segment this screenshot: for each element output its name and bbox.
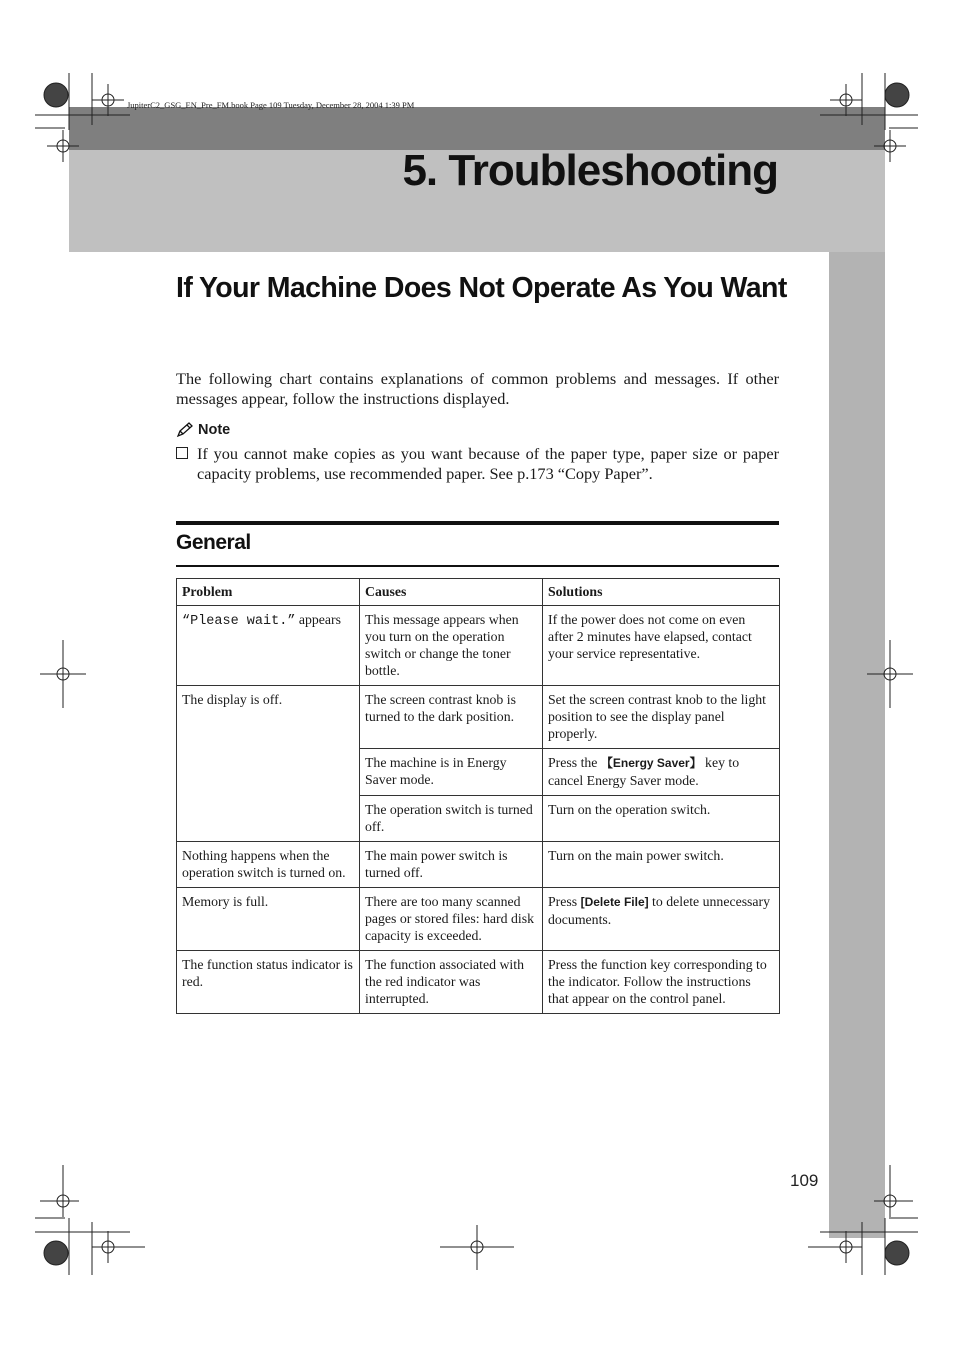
cause-cell: This message appears when you turn on the operation switch or change the toner bottle. [360, 606, 543, 686]
header-solutions: Solutions [543, 579, 780, 606]
cause-cell: There are too many scanned pages or stored files: hard disk capacity is exceeded. [360, 888, 543, 951]
solution-cell: If the power does not come on even after 2 minutes have elapsed, contact your service representative. [543, 606, 780, 686]
table-row [177, 842, 780, 888]
solution-cell: Turn on the operation switch. [543, 796, 780, 842]
subsection-rule-top [176, 521, 779, 525]
message-text: “Please wait.” [182, 614, 296, 629]
table-row [177, 951, 780, 1014]
print-header-line: JupiterC2_GSG_EN_Pre_FM.book Page 109 Tuesday, December 28, 2004 1:39 PM [127, 100, 415, 110]
solution-cell: Turn on the main power switch. [543, 842, 780, 888]
chapter-title: 5. Troubleshooting [402, 146, 778, 195]
pencil-icon [176, 422, 194, 438]
subsection-rule-bottom [176, 565, 779, 567]
solution-cell: Set the screen contrast knob to the light position to see the display panel properly. [543, 686, 780, 749]
problem-cell: “Please wait.” appears [177, 606, 360, 686]
troubleshooting-table [176, 578, 780, 1014]
note-label: Note [198, 422, 231, 438]
table-header-row [177, 579, 780, 606]
header-problem: Problem [177, 579, 360, 606]
section-title: If Your Machine Does Not Operate As You Want [176, 272, 787, 304]
note-checkbox-icon [176, 447, 188, 459]
table-row [177, 686, 780, 749]
note-heading [176, 422, 230, 438]
page-number: 109 [790, 1171, 819, 1190]
intro-paragraph: The following chart contains explanations of common problems and messages. If other messages appear, follow the instructions displayed. [176, 369, 779, 408]
header-causes: Causes [360, 579, 543, 606]
cause-cell: The function associated with the red indicator was interrupted. [360, 951, 543, 1014]
energy-saver-key-label: 【Energy Saver】 [600, 756, 702, 770]
delete-file-key-label: [Delete File] [580, 895, 649, 909]
table-row [177, 606, 780, 686]
cause-cell: The machine is in Energy Saver mode. [360, 749, 543, 796]
problem-cell: The display is off. [177, 686, 360, 842]
cause-cell: The main power switch is turned off. [360, 842, 543, 888]
solution-cell: Press the function key corresponding to the indicator. Follow the instructions that appear on the control panel. [543, 951, 780, 1014]
subsection-title: General [176, 531, 251, 554]
problem-cell: Nothing happens when the operation switch is turned on. [177, 842, 360, 888]
problem-cell: Memory is full. [177, 888, 360, 951]
problem-cell: The function status indicator is red. [177, 951, 360, 1014]
cause-cell: The operation switch is turned off. [360, 796, 543, 842]
cause-cell: The screen contrast knob is turned to the dark position. [360, 686, 543, 749]
solution-cell: Press [Delete File] to delete unnecessary documents. [543, 888, 780, 951]
table-row [177, 888, 780, 951]
solution-cell: Press the 【Energy Saver】 key to cancel Energy Saver mode. [543, 749, 780, 796]
note-text: If you cannot make copies as you want because of the paper type, paper size or paper capacity problems, use recommended paper. See p.173 “Copy Paper”. [197, 444, 779, 483]
